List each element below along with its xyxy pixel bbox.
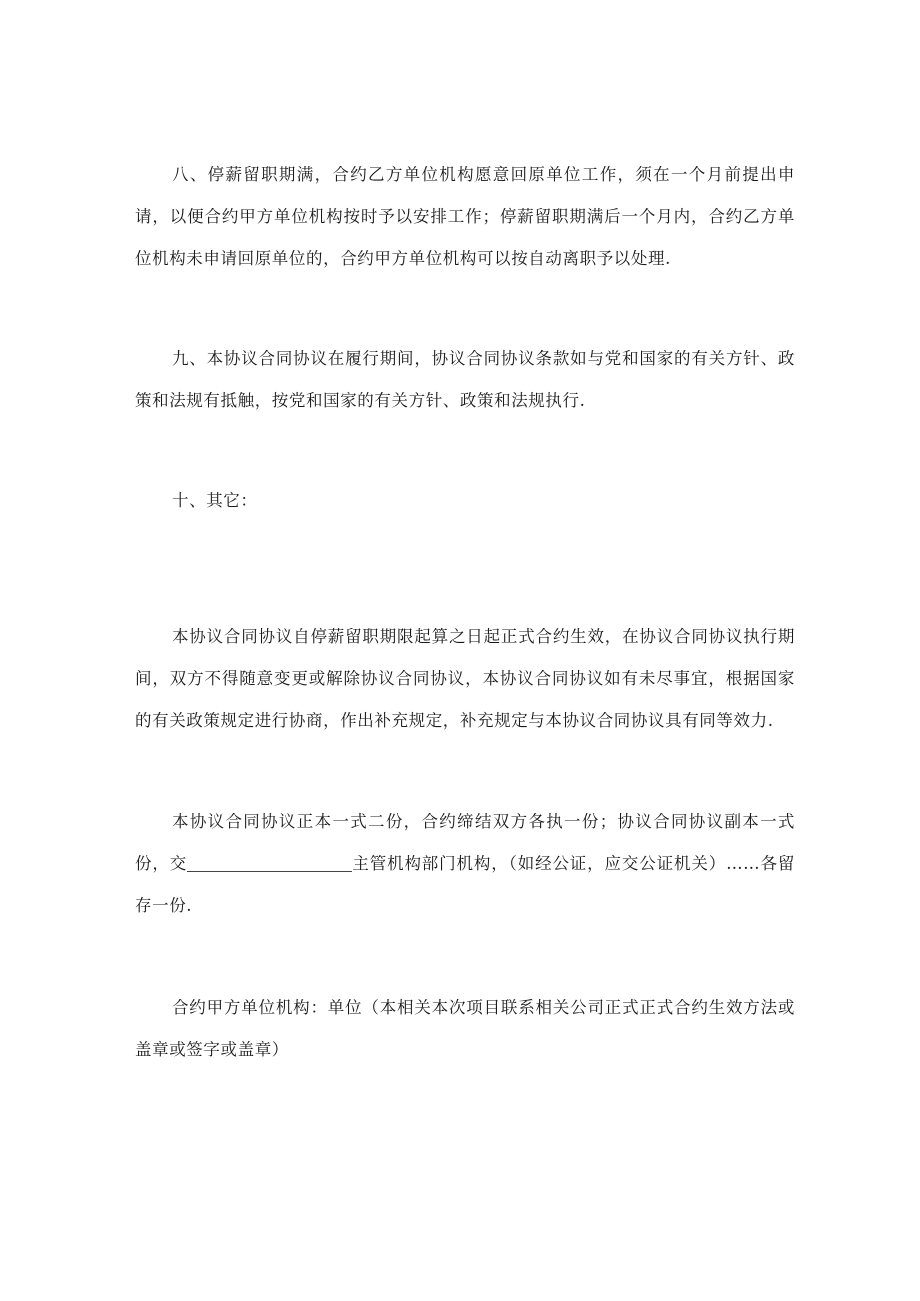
fill-in-blank-line bbox=[187, 855, 352, 873]
copies-paragraph bbox=[135, 801, 795, 927]
copies-text-before-blank: 本协议合同协议正本一式二份，合约缔结双方各执一份；协议合同协议副本一式份，交 bbox=[135, 812, 795, 873]
copies-text-after-blank: 主管机构部门机构，（如经公证，应交公证机关）……各留存一份. bbox=[135, 854, 795, 915]
effect-paragraph: 本协议合同协议自停薪留职期限起算之日起正式合约生效，在协议合同协议执行期间，双方不得随意变更或解除协议合同协议，本协议合同协议如有未尽事宜，根据国家的有关政策规定进行协商，作出补充规定，补充规定与本协议合同协议具有同等效力. bbox=[135, 627, 795, 730]
clause-9-paragraph: 九、本协议合同协议在履行期间，协议合同协议条款如与党和国家的有关方针、政策和法规有抵触，按党和国家的有关方针、政策和法规执行. bbox=[135, 349, 795, 410]
clause-10-heading: 十、其它： bbox=[172, 491, 258, 510]
clause-8-paragraph: 八、停薪留职期满，合约乙方单位机构愿意回原单位工作，须在一个月前提出申请，以便合约甲方单位机构按时予以安排工作；停薪留职期满后一个月内，合约乙方单位机构未申请回原单位的，合约甲方单位机构可以按自动离职予以处理. bbox=[135, 165, 795, 268]
party-a-signature-line: 合约甲方单位机构：单位（本相关本次项目联系相关公司正式正式合约生效方法或盖章或签字或盖章） bbox=[135, 998, 795, 1059]
